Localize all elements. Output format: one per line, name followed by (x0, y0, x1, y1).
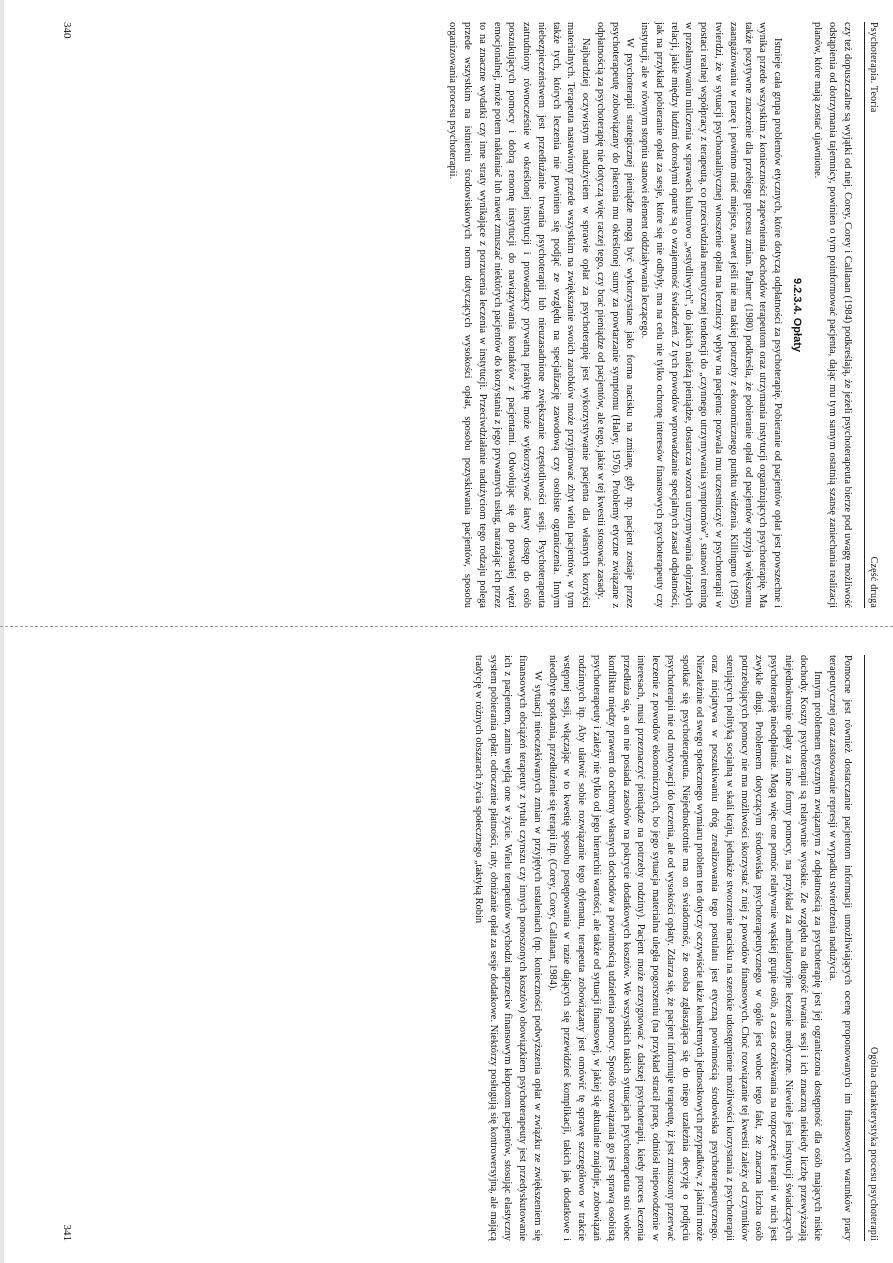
binding-edge (0, 0, 4, 1263)
running-head (864, 22, 893, 608)
running-head-chapter: Ogólna charakterystyka procesu psychoterapii (868, 1046, 879, 1241)
body-paragraph: Innym problemem etycznym związanym z odpłatnością za psychoterapię jest jej ograniczona dostępność dla osób mających niskie dochody. Koszty psychoterapii są relatywnie wysokie. Ze względu na długość trwania sesji i ich znaczną niekiedy liczbę przewyższają niejednokrotnie opłaty za inne formy pomocy, na przykład za ambulatoryjne leczenie medyczne. Niewiele jest instytucji świadczących psychoterapię nieodpłatnie. Mogą więc one pomóc relatywnie wąskiej grupie osób, a czas oczekiwania na rozpoczęcie terapii w nich jest zwykle długi. Problemem dotyczącym środowiska psychoterapeutycznego w ogóle jest wobec tego fakt, że znaczna liczba osób potrzebujących pomocy nie ma możliwości skorzystać z niej z powodów finansowych. Choć rozwiązanie tej kwestii zależy od czynników sterujących polityką socjalną w skali kraju, jednakże stworzenie nacisku na szerokie udostępnienie możliwości korzystania z psychoterapii oraz inicjatywa w poszukiwaniu dróg zrealizowania tego postulatu jest etyczną powinnością środowiska psychoterapeutycznego. Niezależnie od swego społecznego wymiaru problem ten dotyczy oczywiście także konkretnych jednostkowych przypadków, z jakimi może spotkać się psychoterapeuta. Niejednokrotnie ma on świadomość, że osoba zgłaszająca się do niego uzależnia decyzję o podjęciu psychoterapii nie od motywacji do leczenia, ale od wysokości opłaty. Zdarza się, że pacjent informuje terapeutę, iż jest zmuszony przerwać leczenie z powodów ekonomicznych, bo jego sytuacja materialna uległa pogorszeniu (na przykład stracił pracę, odniósł niepowodzenie w interesach, musi przeznaczyć pieniądze na potrzeby rodziny). Pacjent może zrezygnować z dalszej psychoterapii, kiedy proces leczenia przedłuża się, a on nie posiada zasobów na pokrycie dodatkowych kosztów. We wszystkich takich sytuacjach psychoterapeuta stoi wobec konfliktu między prawem do ochrony własnych dochodów a powinnością udzielenia pomocy. Sposób rozwiązania go jest sprawą osobistą psychoterapeuty i zależy nie tylko od jego hierarchii wartości, ale także od sytuacji finansowej, w jakiej się aktualnie znajduje, zobowiązań rodzinnych itp. Aby ułatwić sobie rozwiązanie tego dylematu, terapeuta zobowiązany jest omówić tę sprawę szczegółowo w trakcie wstępnej sesji, włączając w to kwestię sposobu postępowania w razie dających się przewidzieć komplikacji, takich jak dodatkowe i nieodbyte spotkania, przedłużenie się terapii itp. (Corey, Corey, Callanan, 1984). (546, 655, 824, 1241)
page-number: 340 (61, 22, 73, 39)
body-paragraph: W sytuacji nieoczekiwanych zmian w przyjętych ustaleniach (np. konieczności podwyższenia opłat w związku ze zwiększeniem się finansowych obciążeń terapeuty z tytułu czynszu czy innych ponoszonych kosztów) obowiązkiem psychoterapeuty jest przedyskutowanie ich z pacjentem, zanim wejdą one w życie. Wielu terapeutów wychodzi naprzeciw finansowym kłopotom pacjentów, stosując elastyczny system pobierania opłat: odroczenie płatności, raty, obniżanie opłat za sesje dodatkowe. Niektórzy posługują się kontrowersyjną, ale mającą tradycję w różnych obszarach życia społecznego „taktyką Robin (472, 655, 543, 1241)
running-head (864, 655, 893, 1241)
page-341 (43, 633, 893, 1263)
body-paragraph: Istnieje cała grupa problemów etycznych, które dotyczą odpłatności za psychoterapię. Pobieranie od pacjentów opłat jest powszechne i wynika przede wszystkim z konieczności zapewnienia dochodów terapeutom oraz utrzymania instytucji organizujących psychoterapię. Ma także pozytywne znaczenie dla przebiegu procesu zmian. Palmer (1980) podkreśla, że pobieranie opłat od pacjentów sprzyja większemu zaangażowaniu w pracę i powinno mieć miejsce, nawet jeśli nie ma takiej potrzeby z ekonomicznego punktu widzenia. Killingmo (1995) twierdzi, że w sytuacji psychoanalitycznej wnoszenie opłat ma leczniczy wpływ na pacjenta: pozwala mu uczestniczyć w psychoterapii w postaci realnej współpracy z terapeutą, co przeciwdziała neurotycznej tendencji do „czynnego utrzymywania symptomów”, stanowi trening w przełamywaniu milczenia w sprawach kulturowo „wstydliwych”, do jakich należą pieniądze, dostarcza wzorca utrzymywania dojrzałych relacji, jakie między ludźmi dorosłymi oparte są o wzajemność świadczeń. Z tych powodów wprowadzanie specjalnych zasad odpłatności, jak na przykład pobieranie opłat za sesje, które się nie odbyły, ma na celu nie tylko ochronę interesów finansowych psychoterapeuty czy instytucji, ale w równym stopniu stanowi element oddziaływania leczącego. (639, 22, 784, 608)
page-number: 341 (61, 1224, 73, 1241)
page-fold-divider (0, 626, 893, 627)
body-paragraph: Najbardziej oczywistym nadużyciem w sprawie opłat za psychoterapię jest wykorzystywanie pacjenta dla własnych korzyści materialnych. Terapeuta nastawiony przede wszystkim na zwiększanie swoich zarobków może przyjmować zbyt wielu pacjentów, w tym także tych, których leczenia nie powinien się podjąć ze względu na specjalizację zawodową czy osobiste ograniczenia. Innym niebezpieczeństwem jest przedłużanie trwania psychoterapii lub nieuzasadnione zwiększanie częstotliwości sesji. Psychoterapeuta zatrudniony równocześnie w określonej instytucji i prowadzący prywatną praktykę może wykorzystywać łatwy dostęp do osób poszukujących pomocy i dobrą renomę instytucji do nawiązywania kontaktów z pacjentami. Odwołując się do powstałej więzi emocjonalnej, może potem nakłaniać lub nawet zmuszać niektórych pacjentów do korzystania z jego prywatnych usług, narażając ich przez to na znaczne wydatki czy inne straty wynikające z porzucenia leczenia w instytucji. Przeciwdziałanie nadużyciom tego rodzaju polega przede wszystkim na istnieniu środowiskowych norm dotyczących wysokości opłat, sposobu pozyskiwania pacjentów, sposobu organizowania procesu psychoterapii. (447, 22, 592, 608)
page-body (470, 655, 854, 1241)
continuation-paragraph: czy też dopuszczalne są wyjątki od niej. Corey, Corey i Callanan (1984) podkreślają, że jeżeli psychoterapeuta bierze pod uwagę możliwość odstąpienia od dotrzymania tajemnicy, powinien o tym poinformować pacjenta, dając mu tym samym ostatnią szansę zaniechania realizacji planów, które mają zostać ujawnione. (812, 22, 853, 608)
page-340 (43, 0, 893, 630)
running-head-part: Część druga (868, 556, 879, 608)
page-body (444, 22, 854, 608)
running-head-title: Psychoterapia. Teoria (868, 22, 879, 113)
section-heading: 9.2.3.4. Opłaty (790, 278, 803, 352)
continuation-paragraph: Pomocne jest również dostarczanie pacjentom informacji umożliwiających ocenę proponowanych im finansowych warunków pracy terapeutycznej oraz zastosowanie represji w wypadku stwierdzenia nadużycia. (827, 655, 853, 1241)
body-paragraph: W psychoterapii strategicznej pieniądze mogą być wykorzystane jako forma nacisku na zmianę, gdy np. pacjent zostaje przez psychoterapeutę zobowiązany do płacenia mu określonej sumy za powtarzanie symptomu (Haley, 1976). Problemy etyczne związane z odpłatnością za psychoterapię nie dotyczą więc raczej tego, czy brać pieniądze od pacjentów, ale tego, jakie w tej kwestii stosować zasady. (594, 22, 636, 608)
